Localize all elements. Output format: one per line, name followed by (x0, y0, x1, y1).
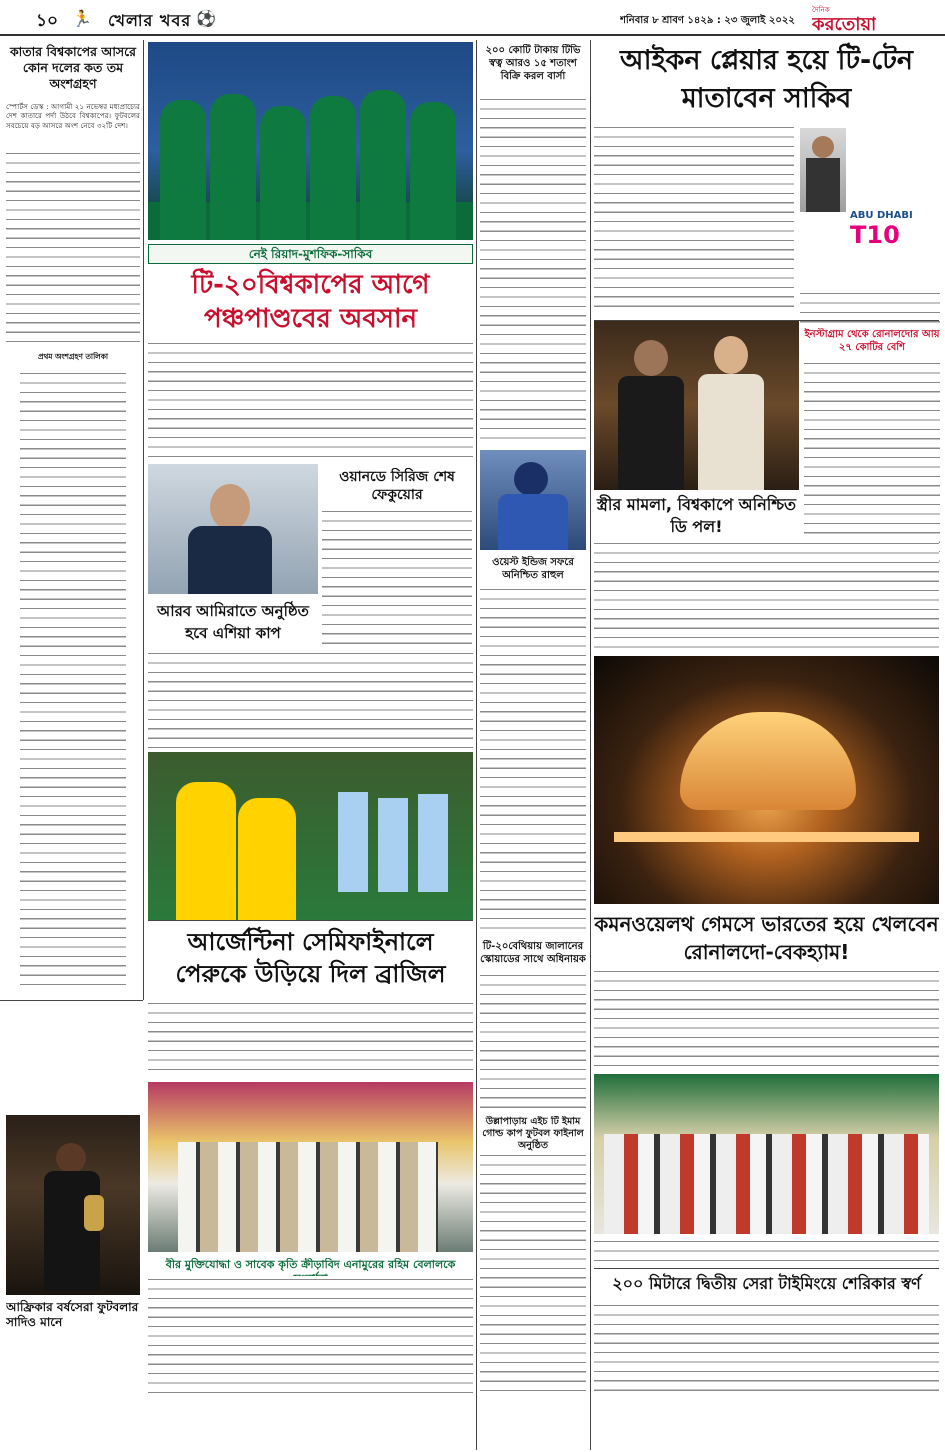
commonwealth-headline: কমনওয়েলথ গেমসে ভারতের হয়ে খেলবেন রোনালদো-বেকহ্যাম! (594, 912, 939, 964)
paper-logo-small: দৈনিক (812, 6, 830, 14)
ronaldo-insta-headline: ইনস্টাগ্রাম থেকে রোনালদোর আয় ২৭ কোটির বেশি (804, 329, 940, 353)
felicitation-headline: বীর মুক্তিযোদ্ধা ও সাবেক কৃতি ক্রীড়াবিদ এনামুরের রহিম বেলালকে (165, 1258, 456, 1271)
westindies-series-headline: ওয়ানডে সিরিজ শেষ ফেকুয়োর (339, 469, 455, 503)
rahul-headline: ওয়েস্ট ইন্ডিজ সফরে অনিশ্চিত রাহুল (492, 557, 574, 581)
t10-logo-top: ABU DHABI (850, 210, 913, 221)
commonwealth-stadium-photo (594, 656, 939, 904)
section-rule (148, 920, 473, 921)
shakib-headline: আইকন প্লেয়ার হয়ে টি-টেন মাতাবেন সাকিব (619, 45, 914, 114)
uthura-body (480, 1152, 586, 1396)
depaul-couple-photo (594, 320, 799, 490)
sadio-mane-photo (6, 1115, 140, 1295)
footballer-icon: ⚽ (196, 9, 216, 28)
ronaldo-insta-body (804, 360, 940, 570)
commonwealth-body (594, 968, 939, 1068)
bangladesh-players-photo (148, 42, 473, 240)
column-rule (590, 40, 591, 1450)
westindies-series-body (322, 508, 472, 668)
qatar-subhead: প্রথম অংশগ্রহণ তালিকা (37, 352, 109, 361)
barca-tv-body (480, 96, 586, 446)
award-caption (594, 1238, 939, 1266)
felicitation-body (148, 1276, 473, 1394)
section-rule (594, 1268, 939, 1269)
200m-body (594, 1302, 939, 1398)
section-rule (0, 1000, 143, 1001)
section-title: খেলার খবর (108, 11, 192, 30)
asia-cup-headline: আরব আমিরাতে অনুষ্ঠিত হবে এশিয়া কাপ (157, 602, 309, 642)
shakib-photo (800, 128, 846, 212)
uthura-headline: উল্লাপাড়ায় এইচ টি ইমাম গোল্ড কাপ ফুটবল ফাইনাল অনুষ্ঠিত (482, 1116, 584, 1151)
paper-logo: করতোয়া (812, 14, 877, 35)
runner-icon: 🏃 (72, 9, 92, 28)
200m-headline: ২০০ মিটারে দ্বিতীয় সেরা টাইমিংয়ে শেরিকার স্বর্ণ (612, 1274, 921, 1293)
asia-cup-body (148, 650, 473, 750)
masthead (0, 0, 945, 36)
column-rule (476, 40, 477, 1450)
depaul-headline: স্ত্রীর মামলা, বিশ্বকাপে অনিশ্চিত ডি পল! (596, 495, 797, 536)
bangladesh-kicker: নেই রিয়াদ-মুশফিক-সাকিব (148, 244, 473, 264)
bangladesh-headline: টি-২০বিশ্বকাপের আগে পঞ্চপাণ্ডবের অবসান (191, 270, 430, 334)
kl-rahul-photo (480, 450, 586, 550)
t10-logo (850, 210, 938, 270)
felicitation-photo (148, 1082, 473, 1252)
brazil-women-photo (148, 752, 473, 920)
qatar-body (6, 150, 140, 350)
publication-date: শনিবার ৮ শ্রাবণ ১৪২৯ : ২৩ জুলাই ২০২২ (620, 15, 795, 26)
bangladesh-body (148, 340, 473, 460)
column-rule (143, 40, 144, 1000)
barca-tv-headline: ২০০ কোটি টাকায় টিভি স্বত্ব আরও ১৫ শতাংশ বিক্রি করল বার্সা (485, 45, 581, 82)
africa-headline: আফ্রিকার বর্ষসেরা ফুটবলার সাদিও মানে (6, 1300, 139, 1329)
argentina-headline: আর্জেন্টিনা সেমিফাইনালে পেরুকে উড়িয়ে দিল ব্রাজিল (175, 928, 446, 988)
t10-logo-bottom: T10 (850, 221, 900, 249)
argentina-body (148, 1000, 473, 1076)
qatar-lead: স্পোর্টস ডেস্ক : আগামী ২১ নভেম্বর মধ্যপ্রাচ্যের দেশ কাতারে পর্দা উঠবে বিশ্বকাপের। ফুটবলের সবচেয়ে বড় আসরে অংশ নেবে ৩২টি দেশ। (6, 102, 140, 130)
award-ceremony-photo (594, 1074, 939, 1234)
page-number: ১০ (36, 11, 59, 31)
qatar-headline: কাতার বিশ্বকাপের আসরে কোন দলের কত তম অংশগ্রহণ (9, 44, 137, 91)
section-rule (594, 320, 939, 321)
shakib-body (594, 124, 794, 314)
t20-reply-body (480, 972, 586, 1112)
rahul-body (480, 586, 586, 936)
depaul-body (594, 540, 939, 650)
t20-reply-headline: টি-২০বেথিয়ায় জালানের স্কোয়াডের সাথে অধিনায়ক (480, 941, 586, 965)
sourav-ganguly-photo (148, 464, 318, 594)
qatar-list (20, 370, 126, 990)
